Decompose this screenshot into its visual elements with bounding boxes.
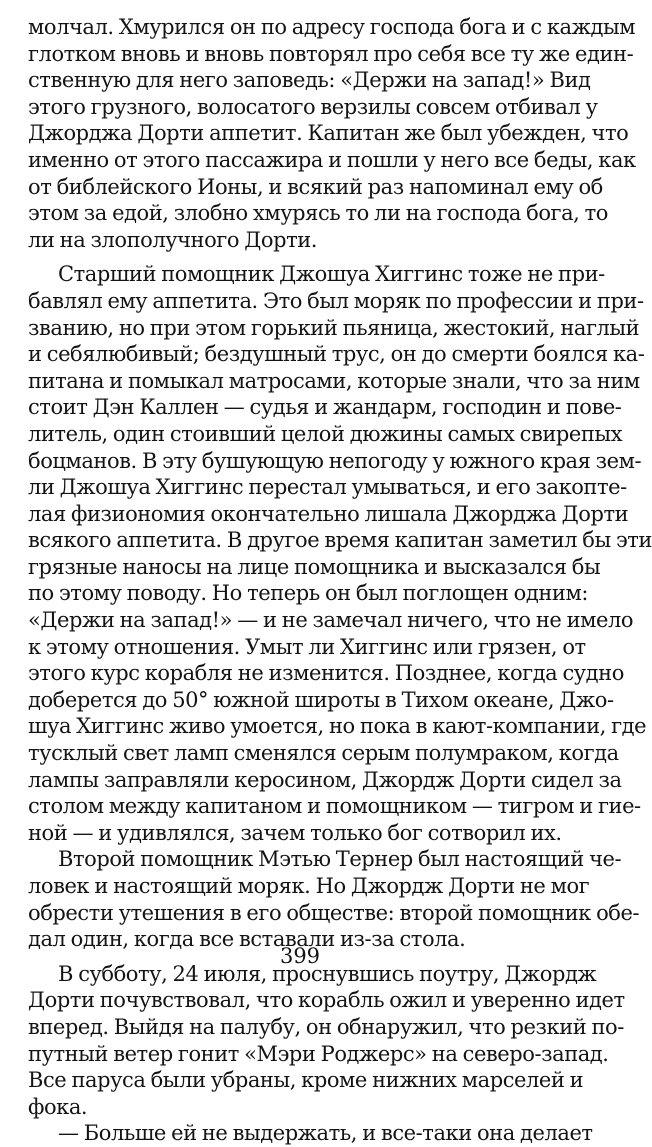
paragraph-4 xyxy=(28,961,625,1121)
text-line: ли на злополучного Дорти. xyxy=(28,227,318,252)
text-line: ной — и удивлялся, зачем только бог сотворил их. xyxy=(28,820,562,845)
book-page xyxy=(28,14,652,1147)
text-line: столом между капитаном и помощником — тигром и гие- xyxy=(28,794,641,819)
text-line: этого курс корабля не изменится. Позднее, когда судно xyxy=(28,661,624,686)
text-line: грязные наносы на лице помощника и высказался бы xyxy=(28,554,601,579)
text-line: молчал. Хмурился он по адресу господа бога и с каждым xyxy=(28,15,636,39)
text-line: ли Джошуа Хиггинс перестал умываться, и его закопте- xyxy=(28,475,627,500)
text-line: бавлял ему аппетита. Это был моряк по профессии и при- xyxy=(28,288,644,313)
text-line: стоит Дэн Каллен — судья и жандарм, господин и пове- xyxy=(28,395,622,420)
text-line: фока. xyxy=(28,1094,88,1119)
text-line: «Держи на запад!» — и не замечал ничего, что не имело xyxy=(28,608,634,633)
text-line: дал один, когда все вставали из-за стола. xyxy=(28,927,466,952)
text-line: В субботу, 24 июля, проснувшись поутру, Джордж xyxy=(58,961,597,986)
text-line: путный ветер гонит «Мэри Роджерс» на северо-запад. xyxy=(28,1041,609,1066)
paragraph-1 xyxy=(28,14,636,253)
text-line: лампы заправляли керосином, Джордж Дорти сидел за xyxy=(28,767,622,792)
text-line: к этому отношения. Умыт ли Хиггинс или грязен, от xyxy=(28,634,586,659)
text-line: званию, но при этом горький пьяница, жестокий, наглый xyxy=(28,315,640,340)
text-line: обрести утешения в его обществе: второй помощник обе- xyxy=(28,900,640,925)
text-line: вперед. Выйдя на палубу, он обнаружил, что резкий по- xyxy=(28,1014,624,1039)
text-line: тусклый свет ламп сменялся серым полумраком, когда xyxy=(28,741,619,766)
text-line: лая физиономия окончательно лишала Джорджа Дорти xyxy=(28,501,629,526)
paragraph-2 xyxy=(28,261,652,846)
text-line: Старший помощник Джошуа Хиггинс тоже не при- xyxy=(58,262,605,287)
paragraph-3 xyxy=(28,846,640,952)
text-line: шуа Хиггинс живо умоется, но пока в кают-компании, где xyxy=(28,714,647,739)
paragraph-5 xyxy=(28,1120,593,1147)
text-line: по этому поводу. Но теперь он был поглощен одним: xyxy=(28,581,588,606)
text-line: всякого аппетита. В другое время капитан заметил бы эти xyxy=(28,528,652,553)
text-line: питана и помыкал матросами, которые знали, что за ним xyxy=(28,368,640,393)
text-line: Второй помощник Мэтью Тернер был настоящий че- xyxy=(58,847,622,872)
text-line: этого грузного, волосатого верзилы совсем отбивал у xyxy=(28,94,598,119)
text-line: доберется до 50° южной широты в Тихом океане, Джо- xyxy=(28,687,614,712)
text-line: боцманов. В эту бушующую непогоду у южного края зем- xyxy=(28,448,642,473)
text-line: ственную для него заповедь: «Держи на запад!» Вид xyxy=(28,68,591,93)
text-line: Дорти почувствовал, что корабль ожил и уверенно идет xyxy=(28,988,625,1013)
text-line: Джорджа Дорти аппетит. Капитан же был убежден, что xyxy=(28,121,629,146)
text-line: глотком вновь и вновь повторял про себя все ту же един- xyxy=(28,41,634,66)
text-line: и себялюбивый; бездушный трус, он до смерти боялся ка- xyxy=(28,342,645,367)
text-line: Все паруса были убраны, кроме нижних марселей и xyxy=(28,1068,584,1093)
text-line: ловек и настоящий моряк. Но Джордж Дорти не мог xyxy=(28,874,590,898)
page-number: 399 xyxy=(279,944,321,968)
text-line: литель, один стоивший целой дюжины самых свирепых xyxy=(28,421,623,446)
text-line: — Больше ей не выдержать, и все-таки она делает xyxy=(58,1121,593,1146)
text-line: этом за едой, злобно хмурясь то ли на господа бога, то xyxy=(28,201,608,226)
text-line: от библейского Ионы, и всякий раз напоминал ему об xyxy=(28,174,603,199)
text-line: именно от этого пассажира и пошли у него все беды, как xyxy=(28,147,636,172)
